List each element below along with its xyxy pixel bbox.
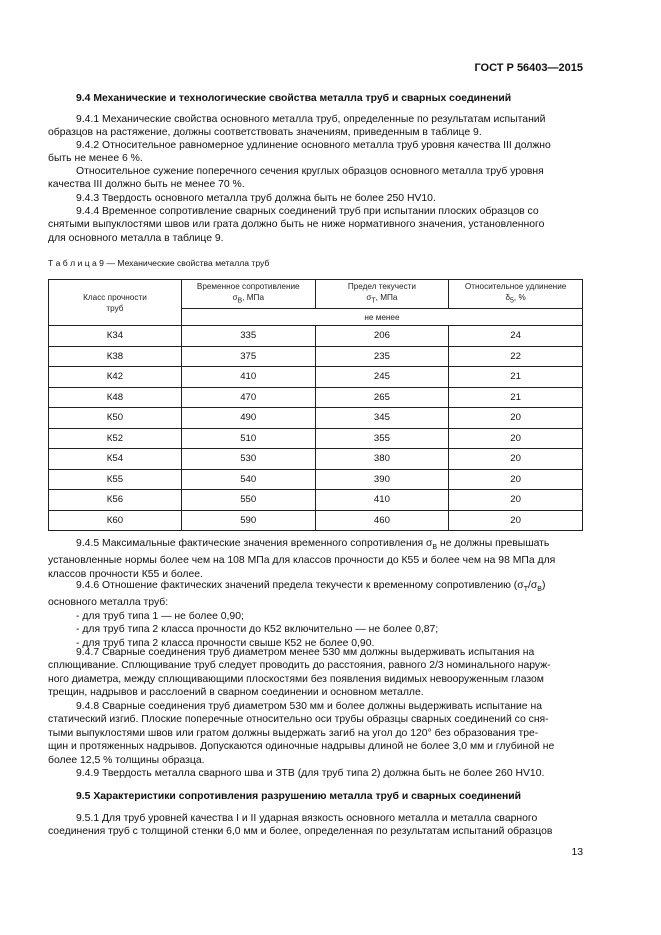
cell-tensile: 590 [181, 510, 315, 531]
table-row [49, 408, 583, 429]
table-row [49, 428, 583, 449]
cell-yield: 460 [315, 510, 449, 531]
cell-class: К55 [49, 469, 182, 490]
column-header-elongation: Относительное удлинение $\delta_5$, % [449, 280, 583, 309]
paragraph-9-4-2-contraction: Относительное сужение поперечного сечения круглых образцов основного металла труб уровня качества III должно быть не менее 70 %. [48, 166, 544, 191]
table-row [49, 326, 583, 347]
cell-tensile: 510 [181, 428, 315, 449]
cell-elongation: 24 [449, 326, 583, 347]
column-header-tensile: Временное сопротивление $\sigma_В$, МПа [181, 280, 315, 309]
column-header-yield: Предел текучести $\sigma_Т$, МПа [315, 280, 449, 309]
cell-class: К48 [49, 387, 182, 408]
cell-class: К42 [49, 367, 182, 388]
cell-yield: 355 [315, 428, 449, 449]
table-row [49, 346, 583, 367]
cell-tensile: 550 [181, 490, 315, 511]
cell-yield: 380 [315, 449, 449, 470]
cell-tensile: 335 [181, 326, 315, 347]
paragraph-9-4-8: 9.4.8 Сварные соединения труб диаметром 530 мм и более должны выдерживать испытание на статический изгиб. Плоские поперечные относительно оси трубы образцы сварных соединений со сня- тыми выпуклостями швов или гратом должны выдержать загиб на угол до 120° без образования тре- щин и протяженных надрывов. Допускаются одиночные надрывы длиной не более 3,0 мм и глубиной не более 12,5 % толщины образца. [48, 701, 555, 766]
cell-tensile: 470 [181, 387, 315, 408]
table-caption: Т а б л и ц а 9 — Механические свойства металла труб [48, 258, 270, 268]
cell-yield: 206 [315, 326, 449, 347]
cell-elongation: 20 [449, 428, 583, 449]
cell-elongation: 21 [449, 367, 583, 388]
cell-yield: 390 [315, 469, 449, 490]
section-9-5-title: 9.5 Характеристики сопротивления разрушению металла труб и сварных соединений [76, 791, 522, 802]
cell-elongation: 22 [449, 346, 583, 367]
list-item: - для труб типа 2 класса прочности до К52 включительно — не более 0,87; [76, 624, 439, 636]
table-row [49, 469, 583, 490]
cell-elongation: 21 [449, 387, 583, 408]
cell-tensile: 540 [181, 469, 315, 490]
paragraph-9-4-6: 9.4.6 Отношение фактических значений предела текучести к временному сопротивлению $(\sigma_Т/\sigma_В)$ основного металла труб: - для труб типа 1 — не более 0,90; - для труб типа 2 класса прочности до К52 включительно — не более 0,87; - для труб типа 2 класса прочности свыше К52 не более 0,90. [48, 579, 583, 650]
cell-class: К50 [49, 408, 182, 429]
cell-tensile: 490 [181, 408, 315, 429]
cell-tensile: 530 [181, 449, 315, 470]
page-number: 13 [571, 847, 583, 858]
paragraph-9-4-2: 9.4.2 Относительное равномерное удлинение основного металла труб уровня качества III должно быть не менее 6 %. [48, 140, 551, 165]
table-row [49, 490, 583, 511]
paragraph-9-4-7: 9.4.7 Сварные соединения труб диаметром менее 530 мм должны выдерживать испытания на сплющивание. Сплющивание труб следует проводить до расстояния, равного 2/3 номинального наруж- ного диаметра, между сплющивающими плоскостями без появления видимых невооруженным глазом трещин, надрывов и расслоений в сварном соединении и основном металле. [48, 647, 551, 699]
table-row [49, 510, 583, 531]
cell-elongation: 20 [449, 510, 583, 531]
cell-yield: 265 [315, 387, 449, 408]
cell-class: К54 [49, 449, 182, 470]
cell-elongation: 20 [449, 408, 583, 429]
paragraph-9-4-5: 9.4.5 Максимальные фактические значения временного сопротивления $\sigma_В$ не должны превышать установленные нормы более чем на 108 МПа для классов прочности до К55 и более чем на 98 МПа для классов прочности К55 и более. [48, 538, 556, 580]
cell-class: К56 [49, 490, 182, 511]
column-header-class: Класс прочности труб [49, 280, 182, 326]
paragraph-9-4-4: 9.4.4 Временное сопротивление сварных соединений труб при испытании плоских образцов со снятыми выпуклостями швов или грата должно быть не ниже нормативного значения, установленного для основного металла в таблице 9. [48, 206, 545, 244]
cell-yield: 235 [315, 346, 449, 367]
cell-elongation: 20 [449, 490, 583, 511]
paragraph-9-4-9: 9.4.9 Твердость металла сварного шва и ЗТВ (для труб типа 2) должна быть не более 260 HV10. [76, 768, 545, 779]
cell-class: К60 [49, 510, 182, 531]
table-row [49, 367, 583, 388]
section-9-4-title: 9.4 Механические и технологические свойства металла труб и сварных соединений [76, 93, 512, 104]
list-item: - для труб типа 1 — не более 0,90; [76, 610, 244, 622]
cell-yield: 345 [315, 408, 449, 429]
paragraph-9-5-1: 9.5.1 Для труб уровней качества I и II ударная вязкость основного металла и металла сварного соединения труб с толщиной стенки 6,0 мм и более, определенная по результатам испытаний образцов [48, 813, 553, 838]
cell-elongation: 20 [449, 469, 583, 490]
cell-class: К38 [49, 346, 182, 367]
list-item: - для труб типа 2 класса прочности свыше К52 не более 0,90. [76, 637, 375, 649]
paragraph-9-4-1: 9.4.1 Механические свойства основного металла труб, определенные по результатам испытаний образцов на растяжение, должны соответствовать значениям, приведенным в таблице 9. [48, 114, 546, 139]
cell-tensile: 410 [181, 367, 315, 388]
cell-yield: 245 [315, 367, 449, 388]
cell-class: К34 [49, 326, 182, 347]
table-row [49, 449, 583, 470]
subheader-not-less-than: не менее [181, 309, 582, 326]
mechanical-properties-table [48, 279, 583, 531]
standard-header: ГОСТ Р 56403—2015 [474, 62, 583, 74]
cell-tensile: 375 [181, 346, 315, 367]
cell-yield: 410 [315, 490, 449, 511]
table-row [49, 387, 583, 408]
paragraph-9-4-3: 9.4.3 Твердость основного металла труб должна быть не более 250 HV10. [76, 193, 436, 204]
cell-elongation: 20 [449, 449, 583, 470]
cell-class: К52 [49, 428, 182, 449]
